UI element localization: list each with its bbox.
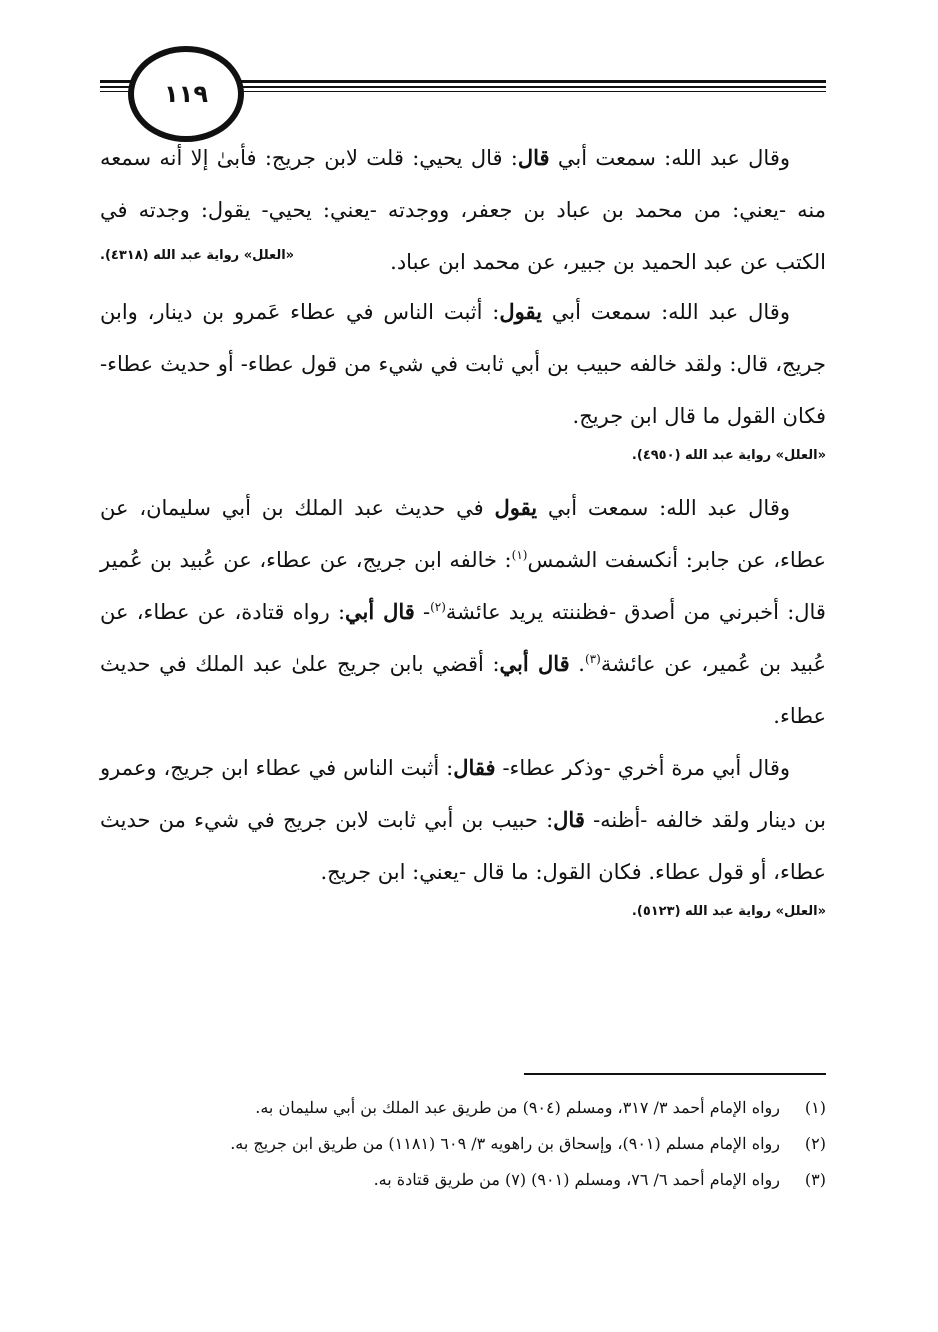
footnote-marker[interactable]: (٣) <box>584 652 601 666</box>
footnote <box>100 1162 826 1198</box>
text-run: : قال يحيي: قلت لابن جريج: فأبىٰ إلا أنه سمعه منه -يعني: من محمد بن عباد بن جعفر، ووجدته -يعني: يحيي- يقول: وجدته في الكتب عن عبد الحميد بن جبير، عن محمد ابن عباد. <box>100 146 826 274</box>
text-run: وقال عبد الله: سمعت أبي <box>541 300 790 324</box>
text-run: : أثبت الناس في عطاء ابن جريج، وعمرو بن دينار ولقد خالفه -أظنه- <box>100 756 826 832</box>
text-run: في حديث عبد الملك بن أبي سليمان، عن عطاء، عن جابر: أنكسفت الشمس <box>100 496 827 572</box>
footnote-number: (٢) <box>804 1134 826 1153</box>
paragraph <box>100 286 826 442</box>
footnote-marker[interactable]: (٢) <box>430 600 446 614</box>
source-reference: «العلل» رواية عبد الله (٤٣١٨). <box>100 248 295 263</box>
page-header <box>100 44 826 140</box>
paragraph <box>100 742 826 898</box>
text-run: : حبيب بن أبي ثابت لابن جريج في شيء من حديث عطاء، أو قول عطاء. فكان القول: ما قال -يعني: ابن جريج. <box>100 808 826 884</box>
footnote-text: رواه الإمام أحمد ٣/ ٣١٧، ومسلم (٩٠٤) من طريق عبد الملك بن أبي سليمان به. <box>255 1098 780 1117</box>
text-run: : أثبت الناس في عطاء عَمرو بن دينار، وابن جريج، قال: ولقد خالفه حبيب بن أبي ثابت في شيء من قول عطاء- أو حديث عطاء- فكان القول ما قال ابن جريج. <box>100 300 826 428</box>
text-run: وقال عبد الله: سمعت أبي <box>549 146 790 170</box>
emphasis: فقال <box>453 755 496 780</box>
text-run: : أقضي بابن جريج علىٰ عبد الملك في حديث عطاء. <box>100 652 826 728</box>
footnote <box>100 1126 826 1162</box>
text-run: وقال أبي مرة أخري -وذكر عطاء- <box>495 756 790 780</box>
footnote-text: رواه الإمام أحمد ٦/ ٧٦، ومسلم (٩٠١) (٧) من طريق قتادة به. <box>373 1170 780 1189</box>
source-reference: «العلل» رواية عبد الله (٥١٢٣). <box>631 904 826 919</box>
emphasis: يقول <box>499 299 542 324</box>
main-text <box>100 132 826 938</box>
footnote-separator <box>524 1073 826 1075</box>
source-reference: «العلل» رواية عبد الله (٤٩٥٠). <box>631 448 826 463</box>
emphasis: قال <box>517 145 550 170</box>
text-run: : رواه قتادة، عن عطاء، عن عُبيد بن عُمير، عن عائشة <box>100 600 826 676</box>
footnote-marker[interactable]: (١) <box>511 548 528 562</box>
emphasis: قال أبي <box>499 651 570 676</box>
text-run: : خالفه ابن جريج، عن عطاء، عن عُبيد بن عُمير قال: أخبرني من أصدق -فظننته يريد عائشة <box>100 548 826 624</box>
emphasis: يقول <box>494 495 538 520</box>
text-run: - <box>414 600 431 624</box>
text-run: وقال عبد الله: سمعت أبي <box>537 496 791 520</box>
emphasis: قال أبي <box>345 599 415 624</box>
footnote-number: (١) <box>804 1098 826 1117</box>
footnote-text: رواه الإمام مسلم (٩٠١)، وإسحاق بن راهويه ٣/ ٦٠٩ (١١٨١) من طريق ابن جريج به. <box>230 1134 780 1153</box>
footnote <box>100 1090 826 1126</box>
footnotes <box>100 1090 826 1198</box>
page-number-oval <box>128 46 244 142</box>
page-number: ١١٩ <box>164 80 208 108</box>
text-run: . <box>569 652 585 676</box>
footnote-number: (٣) <box>804 1170 826 1189</box>
paragraph <box>100 482 826 742</box>
emphasis: قال <box>553 807 585 832</box>
